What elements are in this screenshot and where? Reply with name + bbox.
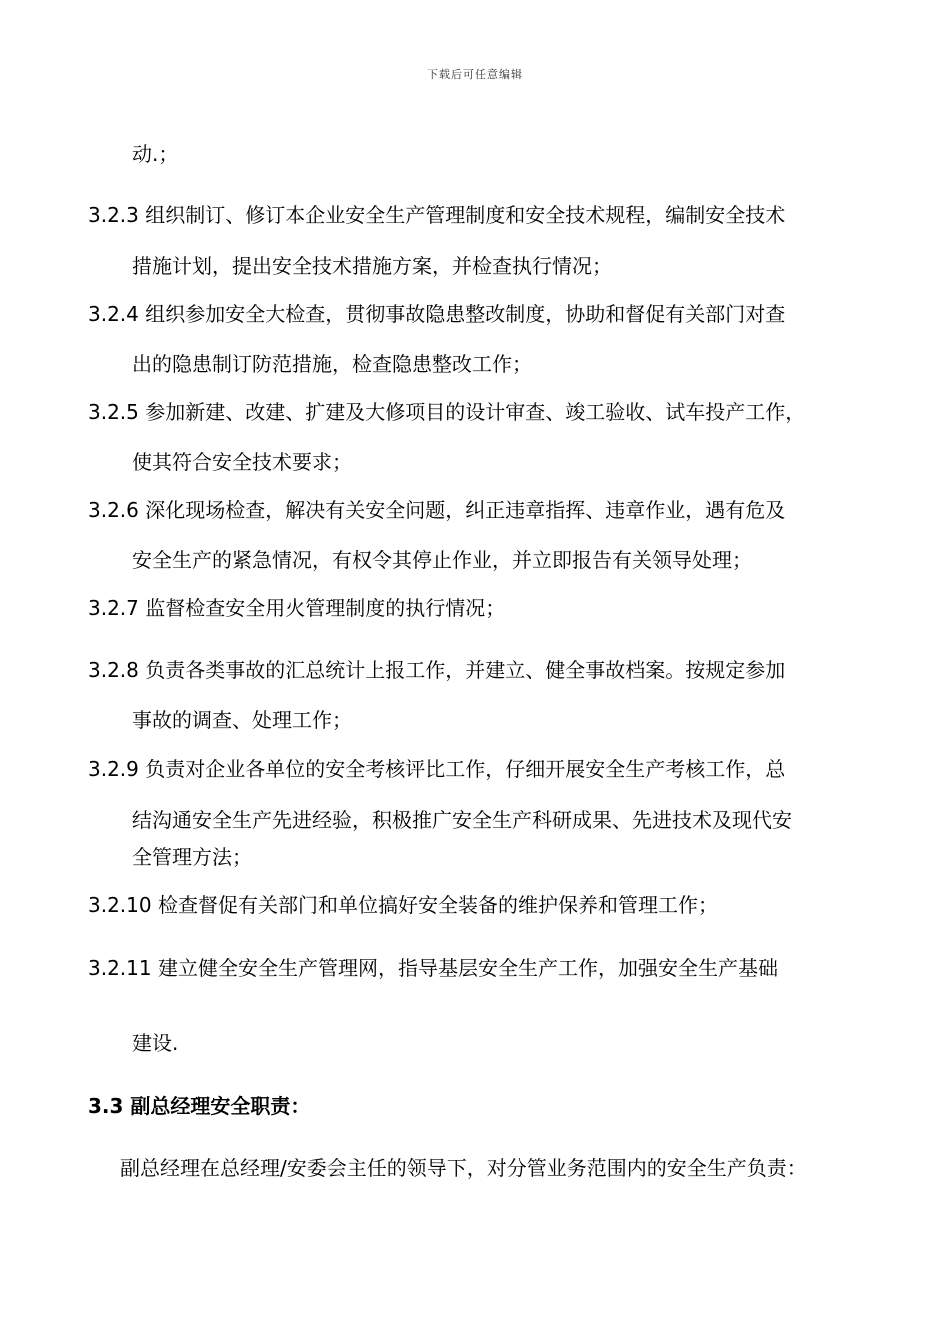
item-text: 负责各类事故的汇总统计上报工作，并建立、健全事故档案。按规定参加 xyxy=(145,658,786,682)
section-3-3-heading xyxy=(88,1092,310,1120)
section-number: 3.3 xyxy=(88,1094,124,1118)
item-3-2-7-line-1 xyxy=(88,594,505,622)
item-3-2-4-line-1 xyxy=(88,300,785,328)
continuation-line: 动.； xyxy=(132,142,179,166)
item-number: 3.2.9 xyxy=(88,757,139,781)
item-3-2-5-line-2: 使其符合安全技术要求； xyxy=(132,450,352,474)
item-3-2-11-line-2: 建设. xyxy=(132,1031,179,1055)
item-number: 3.2.10 xyxy=(88,893,152,917)
item-3-2-9-line-3: 全管理方法； xyxy=(132,845,252,869)
item-text: 组织制订、修订本企业安全生产管理制度和安全技术规程，编制安全技术 xyxy=(145,203,786,227)
section-title: 副总经理安全职责： xyxy=(130,1094,311,1118)
item-3-2-6-line-2: 安全生产的紧急情况，有权令其停止作业，并立即报告有关领导处理； xyxy=(132,548,752,572)
item-3-2-9-line-2: 结沟通安全生产先进经验，积极推广安全生产科研成果、先进技术及现代安 xyxy=(132,808,792,832)
item-number: 3.2.8 xyxy=(88,658,139,682)
item-3-2-3-line-1 xyxy=(88,201,785,229)
item-text: 参加新建、改建、扩建及大修项目的设计审查、竣工验收、试车投产工作， xyxy=(145,400,806,424)
section-3-3-paragraph: 副总经理在总经理/安委会主任的领导下，对分管业务范围内的安全生产负责： xyxy=(120,1156,807,1180)
item-number: 3.2.6 xyxy=(88,498,139,522)
item-3-2-5-line-1 xyxy=(88,398,805,426)
item-3-2-9-line-1 xyxy=(88,755,785,783)
item-3-2-6-line-1 xyxy=(88,496,785,524)
item-number: 3.2.7 xyxy=(88,596,139,620)
item-3-2-4-line-2: 出的隐患制订防范措施，检查隐患整改工作； xyxy=(132,352,532,376)
item-text: 负责对企业各单位的安全考核评比工作，仔细开展安全生产考核工作，总 xyxy=(145,757,786,781)
item-3-2-8-line-1 xyxy=(88,656,785,684)
item-3-2-10-line-1 xyxy=(88,891,718,919)
item-text: 深化现场检查，解决有关安全问题，纠正违章指挥、违章作业，遇有危及 xyxy=(145,498,786,522)
item-number: 3.2.5 xyxy=(88,400,139,424)
item-text: 建立健全安全生产管理网，指导基层安全生产工作，加强安全生产基础 xyxy=(157,956,778,980)
item-3-2-8-line-2: 事故的调查、处理工作； xyxy=(132,708,352,732)
item-3-2-11-line-1 xyxy=(88,954,778,982)
item-text: 监督检查安全用火管理制度的执行情况； xyxy=(145,596,506,620)
item-3-2-3-line-2: 措施计划，提出安全技术措施方案，并检查执行情况； xyxy=(132,254,612,278)
page-header: 下载后可任意编辑 xyxy=(427,68,523,81)
item-number: 3.2.11 xyxy=(88,956,152,980)
item-number: 3.2.4 xyxy=(88,302,139,326)
item-number: 3.2.3 xyxy=(88,203,139,227)
item-text: 组织参加安全大检查，贯彻事故隐患整改制度，协助和督促有关部门对查 xyxy=(145,302,786,326)
item-text: 检查督促有关部门和单位搞好安全装备的维护保养和管理工作； xyxy=(157,893,718,917)
